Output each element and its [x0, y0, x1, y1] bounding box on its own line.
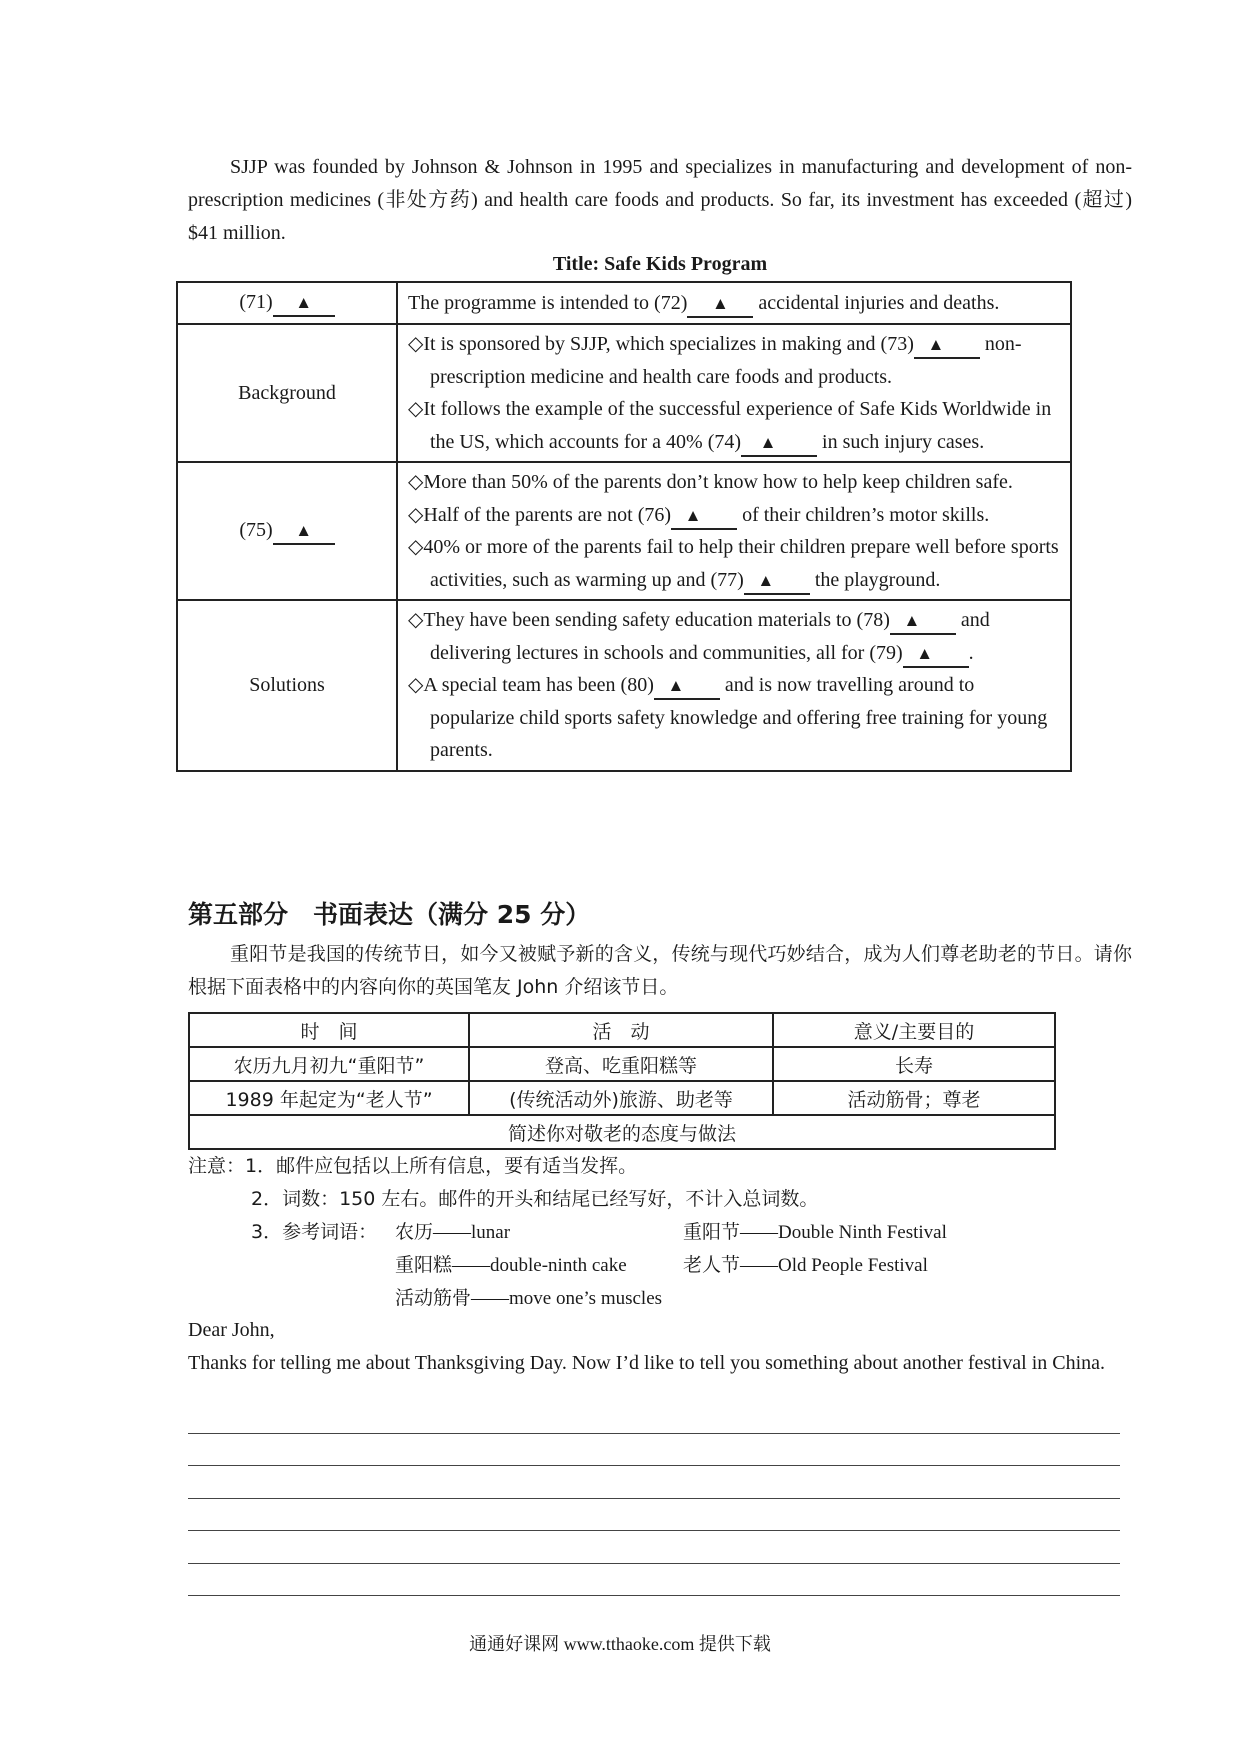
answer-blank-77[interactable]: [744, 568, 810, 595]
item-text: .: [968, 641, 974, 664]
table-cell: 活动筋骨；尊老: [773, 1081, 1055, 1115]
answer-blank-80[interactable]: [654, 673, 720, 700]
item-text: and delivering lectures in schools and communities, all for (79): [430, 609, 990, 664]
answer-blank-71[interactable]: [273, 290, 335, 317]
table-cell: 农历九月初九“重阳节”: [189, 1047, 469, 1081]
writing-line[interactable]: [188, 1563, 1120, 1564]
writing-line[interactable]: [188, 1595, 1120, 1596]
table-cell: 长寿: [773, 1047, 1055, 1081]
answer-blank-78[interactable]: [890, 608, 956, 635]
answer-blank-79[interactable]: [903, 641, 969, 668]
table-cell: 登高、吃重阳糕等: [469, 1047, 773, 1081]
letter-body: Thanks for telling me about Thanksgiving Day. Now I’d like to tell you something about another festival in China.: [188, 1352, 1106, 1374]
section-5-title: 第五部分 书面表达（满分 25 分）: [188, 900, 591, 929]
item-text: non-prescription medicine and health care foods and products.: [430, 333, 1022, 388]
list-item: [408, 669, 1062, 767]
letter-salutation: Dear John,: [188, 1319, 275, 1341]
triangle-icon: ▲: [759, 432, 777, 452]
blank-71-cell: [177, 282, 397, 324]
triangle-icon: ▲: [295, 292, 313, 312]
table-row: [189, 1047, 1055, 1081]
table-row: [177, 324, 1071, 462]
purpose-text: The programme is intended to (72): [408, 291, 688, 314]
item-text: ◇They have been sending safety education materials to (78): [408, 609, 890, 631]
safe-kids-table: [176, 281, 1072, 772]
item-text: ◇It follows the example of the successful experience of Safe Kids Worldwide in the US, which accounts for a 40% (74): [408, 398, 1052, 453]
question-number: (71): [239, 290, 273, 313]
triangle-icon: ▲: [757, 570, 775, 590]
answer-blank-72[interactable]: [687, 291, 753, 318]
purpose-cell: [397, 282, 1071, 324]
note-3-prefix: 3．参考词语：: [251, 1221, 378, 1243]
list-item: [408, 466, 1062, 499]
purpose-text-end: accidental injuries and deaths.: [758, 291, 1000, 314]
blank-75-cell: [177, 462, 397, 600]
festival-table: [188, 1012, 1056, 1150]
table-row: [189, 1013, 1055, 1047]
table-cell: 1989 年起定为“老人节”: [189, 1081, 469, 1115]
writing-line[interactable]: [188, 1530, 1120, 1531]
table-row: [177, 600, 1071, 771]
vocab-item: 农历——lunar: [395, 1222, 511, 1243]
writing-line[interactable]: [188, 1498, 1120, 1499]
item-text: ◇40% or more of the parents fail to help their children prepare well before sports activities, such as warming up and (77): [408, 536, 1059, 591]
item-text: and is now travelling around to popularize child sports safety knowledge and offering free training for young parents.: [430, 674, 1048, 761]
note-2: 2．词数：150 左右。邮件的开头和结尾已经写好，不计入总词数。: [251, 1188, 819, 1210]
background-cell: [397, 324, 1071, 462]
list-item: [408, 393, 1062, 458]
item-text: in such injury cases.: [822, 430, 985, 453]
question-number: (75): [239, 518, 273, 541]
solutions-label: Solutions: [177, 600, 397, 771]
answer-blank-75[interactable]: [273, 518, 335, 545]
item-text: ◇It is sponsored by SJJP, which specializes in making and (73): [408, 333, 914, 355]
problems-cell: [397, 462, 1071, 600]
writing-line[interactable]: [188, 1465, 1120, 1466]
triangle-icon: ▲: [684, 505, 702, 525]
table-row: [177, 462, 1071, 600]
header-time: 时 间: [189, 1013, 469, 1047]
triangle-icon: ▲: [927, 335, 945, 354]
answer-blank-74[interactable]: [741, 430, 817, 457]
item-text: ◇Half of the parents are not (76): [408, 503, 672, 526]
list-item: [408, 328, 1062, 393]
page-footer: 通通好课网 www.tthaoke.com 提供下载: [469, 1634, 771, 1654]
triangle-icon: ▲: [667, 676, 685, 695]
item-text: of their children’s motor skills.: [742, 503, 990, 526]
header-meaning: 意义/主要目的: [773, 1013, 1055, 1047]
vocab-item: 重阳节——Double Ninth Festival: [683, 1222, 947, 1243]
table-row: [189, 1081, 1055, 1115]
background-label: Background: [177, 324, 397, 462]
table-row: [189, 1115, 1055, 1149]
vocab-item: 重阳糕——double-ninth cake: [395, 1255, 627, 1276]
header-activity: 活 动: [469, 1013, 773, 1047]
triangle-icon: ▲: [916, 643, 934, 663]
writing-line[interactable]: [188, 1433, 1120, 1434]
list-item: [408, 604, 1062, 669]
section-5-intro: 重阳节是我国的传统节日，如今又被赋予新的含义，传统与现代巧妙结合，成为人们尊老助老的节日。请你根据下面表格中的内容向你的英国笔友 John 介绍该节日。: [188, 943, 1132, 998]
solutions-cell: [397, 600, 1071, 771]
vocab-item: 活动筋骨——move one’s muscles: [395, 1288, 663, 1309]
item-text: the playground.: [814, 568, 941, 591]
triangle-icon: ▲: [903, 611, 921, 630]
list-item: [408, 531, 1062, 596]
triangle-icon: ▲: [295, 520, 313, 540]
table-title: Title: Safe Kids Program: [552, 253, 768, 275]
vocab-item: 老人节——Old People Festival: [683, 1255, 928, 1276]
note-1: 注意：1．邮件应包括以上所有信息，要有适当发挥。: [188, 1155, 638, 1177]
answer-blank-76[interactable]: [671, 503, 737, 530]
list-item: [408, 499, 1062, 532]
item-text: ◇A special team has been (80): [408, 674, 654, 696]
table-row: [177, 282, 1071, 324]
table-cell: (传统活动外)旅游、助老等: [469, 1081, 773, 1115]
intro-paragraph: SJJP was founded by Johnson & Johnson in 1995 and specializes in manufacturing and development of non-prescription medicines (非处方药) and health care foods and products. So far, its investment has exceeded (超过) $41 million.: [188, 156, 1132, 244]
table-cell-summary: 简述你对敬老的态度与做法: [189, 1115, 1055, 1149]
triangle-icon: ▲: [711, 293, 729, 313]
answer-blank-73[interactable]: [914, 332, 980, 359]
item-text: ◇More than 50% of the parents don’t know how to help keep children safe.: [408, 471, 1013, 493]
